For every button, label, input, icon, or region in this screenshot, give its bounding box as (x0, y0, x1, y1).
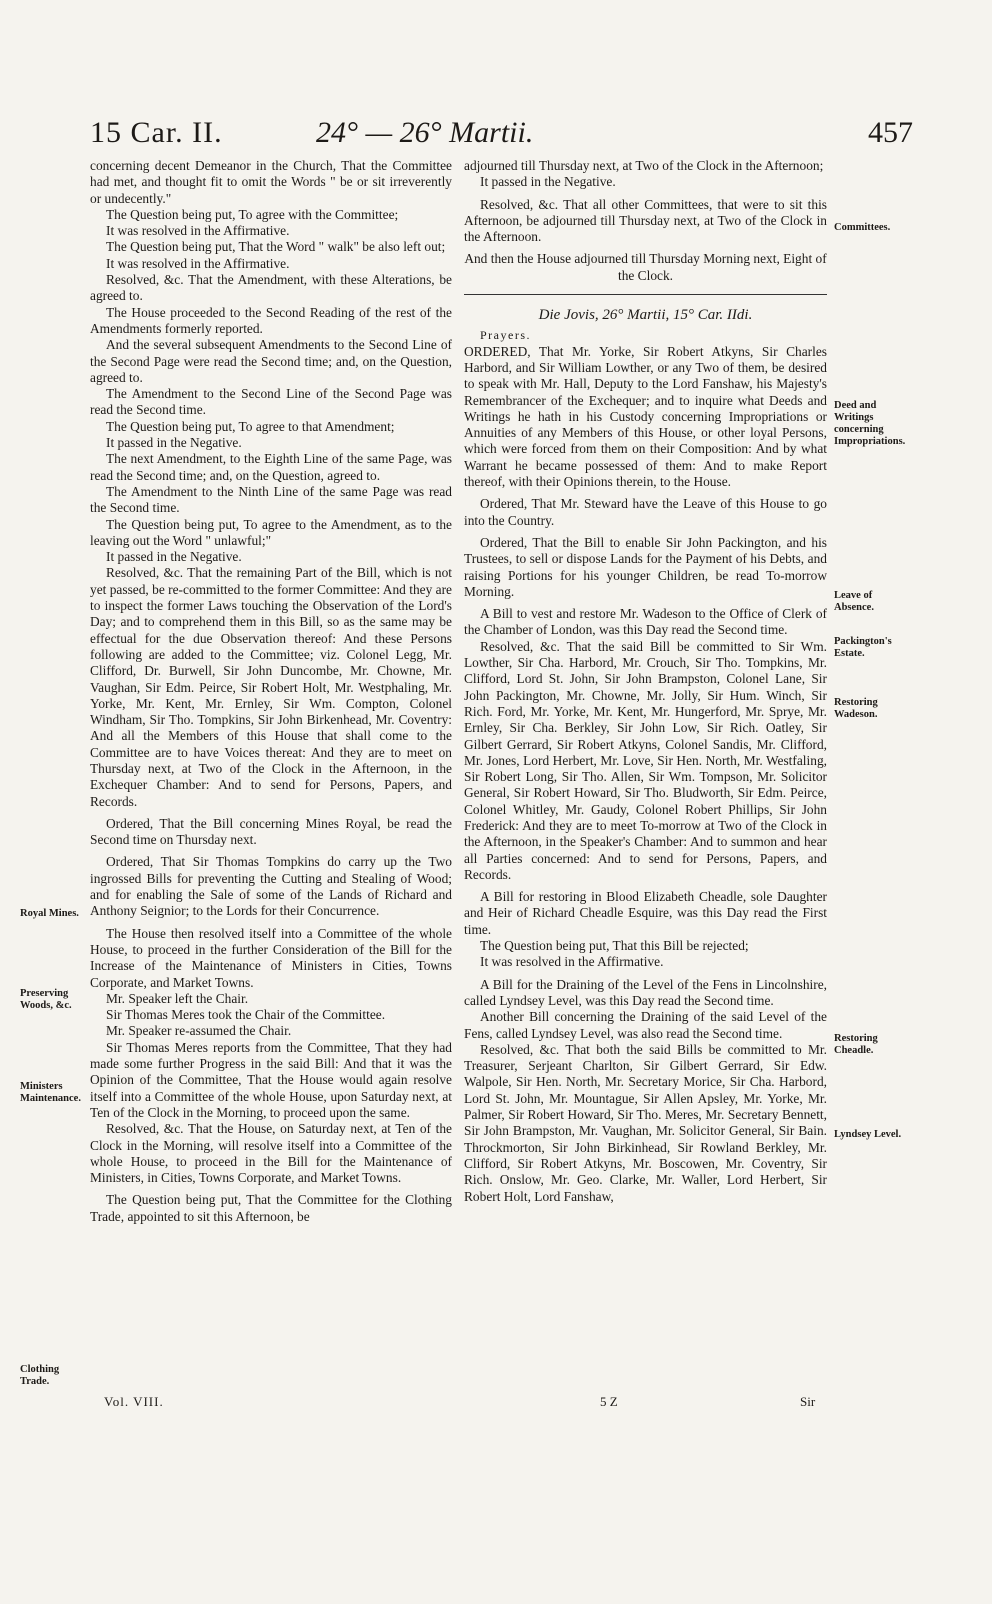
running-head-date: 24° — 26° Martii. (316, 116, 534, 149)
paragraph: Mr. Speaker left the Chair. (106, 990, 249, 1006)
paragraph: concerning decent Demeanor in the Church, That the Committee had met, and thought fit to omit the Words " be or sit irreverently or undecently." (90, 158, 452, 206)
paragraph: A Bill for restoring in Blood Elizabeth Cheadle, sole Daughter and Heir of Richard Cheadle Esquire, was this Day read the First time. (464, 889, 827, 937)
paragraph: Sir Thomas Meres took the Chair of the Committee. (106, 1007, 386, 1023)
paragraph: Ordered, That the Bill to enable Sir John Packington, and his Trustees, to sell or dispose Lands for the Payment of his Debts, and raising Portions for his younger Children, be read To-morrow Morning. (464, 534, 827, 599)
margin-note-clothing-trade: Clothing Trade. (20, 1364, 60, 1387)
paragraph: The House then resolved itself into a Committee of the whole House, to proceed in the further Consideration of the Bill for the Increase of the Maintenance of Ministers in Cities, Towns Corporate, and Market Towns. (90, 925, 452, 990)
paragraph: It passed in the Negative. (106, 435, 242, 451)
left-column (90, 158, 452, 1225)
margin-note-lyndsey-level: Lyndsey Level. (834, 1129, 902, 1140)
paragraph: And the several subsequent Amendments to the Second Line of the Second Page were read the Second time; and, on the Question, agreed to. (90, 337, 452, 385)
paragraph: It passed in the Negative. (480, 174, 616, 190)
paragraph: The House proceeded to the Second Reading of the rest of the Amendments formerly reported. (90, 304, 452, 336)
margin-note-restoring-cheadle: Restoring Cheadle. (834, 1033, 878, 1056)
paragraph: The Amendment to the Second Line of the Second Page was read the Second time. (90, 386, 452, 418)
paragraph: The Question being put, To agree with the Committee; (106, 206, 399, 222)
margin-note-ministers-maintenance: Ministers Maintenance. (20, 1081, 81, 1104)
volume-label: Vol. VIII. (104, 1394, 164, 1409)
paragraph: The Amendment to the Ninth Line of the same Page was read the Second time. (90, 483, 452, 516)
paragraph: It was resolved in the Affirmative. (480, 954, 664, 970)
prayers-heading: Prayers. (480, 328, 531, 343)
paragraph: It passed in the Negative. (106, 549, 242, 565)
margin-note-restoring-wadeson: Restoring Wadeson. (834, 697, 878, 720)
running-head-left: 15 Car. II. (90, 116, 223, 149)
paragraph: adjourned till Thursday next, at Two of the Clock in the Afternoon; (464, 158, 824, 173)
paragraph: Resolved, &c. That all other Committees, that were to sit this Afternoon, be adjourned till Thursday next, at Two of the Clock in the Afternoon. (464, 196, 827, 245)
paragraph: Ordered, That the Bill concerning Mines Royal, be read the Second time on Thursday next. (90, 815, 452, 848)
margin-note-deeds-writings: Deed and Writings concerning Impropriations. (834, 400, 906, 447)
margin-note-packington-estate: Packington's Estate. (834, 636, 892, 659)
paragraph: Another Bill concerning the Draining of the said Level of the Fens, called Lyndsey Level, was also read the Second time. (464, 1009, 827, 1041)
adjournment: And then the House adjourned till Thursday Morning next, Eight of the Clock. (464, 251, 827, 283)
paragraph: Mr. Speaker re-assumed the Chair. (106, 1023, 292, 1039)
margin-note-leave-absence: Leave of Absence. (834, 590, 874, 613)
paragraph: A Bill to vest and restore Mr. Wadeson to the Office of Clerk of the Chamber of London, was this Day read the Second time. (464, 606, 827, 638)
margin-note-committees: Committees. (834, 222, 891, 233)
paragraph: ORDERED, That Mr. Yorke, Sir Robert Atkyns, Sir Charles Harbord, and Sir William Lowther, or any Two of them, be desired to speak with Mr. Hall, Deputy to the Lord Fanshaw, his Majesty's Remembrancer of the Exchequer; and to inquire what Deeds and Writings he hath in his Custody concerning Impropriations or Annuities of any Members of this House, or other loyal Persons, which were forced from them on their Composition: And by what Warrant he became possessed of them: And to make Report thereof, with their Opinions therein, to the House. (464, 343, 827, 490)
page-number: 457 (868, 116, 913, 149)
paragraph: Resolved, &c. That the said Bill be committed to Sir Wm. Lowther, Sir Cha. Harbord, Mr. Crouch, Sir Tho. Tompkins, Mr. Clifford, Lord St. John, Sir John Brampston, Colonel Lane, Sir John Packington, Mr. Chowne, Mr. Jolly, Sir Hum. Winch, Sir Rich. Ford, Mr. Yorke, Mr. Kent, Mr. Hungerford, Mr. Sprye, Mr. Ernley, Sir Cha. Berkley, Sir John Low, Sir Rich. Oatley, Sir Gilbert Gerrard, Sir Robert Atkyns, Colonel Sandis, Mr. Clifford, Mr. Jones, Lord Herbert, Mr. Love, Sir Hen. North, Mr. Westfaling, Sir Robert Long, Sir Tho. Allen, Sir Wm. Tompson, Mr. Solicitor General, Sir Robert Howard, Sir Tho. Bludworth, Sir Edm. Peirce, Colonel Whitley, Mr. Gaudy, Colonel Robert Phillips, Sir John Frederick: And they are to meet To-morrow at Two of the Clock in the Afternoon, in the Speaker's Chamber: And to summon and hear all Parties concerned: And to send for Persons, Papers, and Records. (464, 638, 827, 882)
paragraph: Resolved, &c. That both the said Bills be committed to Mr. Treasurer, Serjeant Charlton, Sir Gilbert Gerrard, Sir Edw. Walpole, Sir Hen. North, Mr. Secretary Morice, Sir Cha. Harbord, Lord St. John, Mr. Mountague, Sir Allen Apsley, Mr. Yorke, Mr. Palmer, Sir Robert Howard, Sir Tho. Meres, Mr. Secretary Bennett, Sir John Brampston, Mr. Vaughan, Mr. Solicitor General, Sir Bain. Throckmorton, Sir John Birkinhead, Sir Rowland Berkley, Mr. Clifford, Sir Robert Atkyns, Mr. Boscowen, Mr. Coventry, Sir Rich. Onslow, Mr. Geo. Clarke, Mr. Waller, Lord Herbert, Sir Robert Holt, Lord Fanshaw, (464, 1041, 827, 1204)
paragraph: The Question being put, To agree to the Amendment, as to the leaving out the Word " unlawful;" (90, 516, 452, 548)
paragraph: The Question being put, That the Word " walk" be also left out; (106, 239, 446, 255)
paragraph: A Bill for the Draining of the Level of the Fens in Lincolnshire, called Lyndsey Level, was this Day read the Second time. (464, 976, 827, 1008)
paragraph: The next Amendment, to the Eighth Line of the same Page, was read the Second time; and, on the Question, agreed to. (90, 451, 452, 483)
paragraph: Sir Thomas Meres reports from the Committee, That they had made some further Progress in the said Bill: And that it was the Opinion of the Committee, That the House would again resolve itself into a Committee of the whole House, upon Saturday next, at Ten of the Clock in the Morning, to proceed upon the same. (90, 1039, 452, 1120)
day-heading: Die Jovis, 26° Martii, 15° Car. IIdi. (538, 307, 753, 324)
paragraph: Ordered, That Sir Thomas Tompkins do carry up the Two ingrossed Bills for preventing the Cutting and Stealing of Wood; and for enabling the Sale of some of the Lands of Richard and Anthony Seignior; to the Lords for their Concurrence. (90, 854, 452, 919)
paragraph: Resolved, &c. That the remaining Part of the Bill, which is not yet passed, be re-committed to the former Committee: And they are to inspect the former Laws touching the Observation of the Lord's Day; and to comprehend them in this Bill, so as the same may be effectual for the due Observation thereof: And these Persons following are added to the Committee; viz. Colonel Legg, Mr. Clifford, Dr. Burwell, Sir John Duncombe, Mr. Chowne, Mr. Vaughan, Sir Edm. Peirce, Sir Robert Holt, Mr. Westphaling, Mr. Yorke, Mr. Kent, Mr. Ernley, Sir Wm. Compton, Colonel Windham, Sir Tho. Tompkins, Sir John Birkenhead, Mr. Coventry: And all the Members of this House that shall come to the Committee are to have Voices thereat: And they are to meet on Thursday next, at Two of the Clock in the Afternoon, in the Exchequer Chamber: And to send for Persons, Papers, and Records. (90, 565, 452, 809)
right-column (464, 158, 827, 1205)
paragraph: It was resolved in the Affirmative. (106, 255, 290, 271)
paragraph: The Question being put, That the Committee for the Clothing Trade, appointed to sit this Afternoon, be (90, 1192, 452, 1224)
paragraph: The Question being put, To agree to that Amendment; (106, 418, 395, 434)
catchword: Sir (800, 1394, 816, 1409)
margin-note-royal-mines: Royal Mines. (20, 908, 79, 919)
section-divider (464, 294, 827, 295)
paragraph: Ordered, That Mr. Steward have the Leave of this House to go into the Country. (464, 496, 827, 528)
signature-mark: 5 Z (600, 1394, 618, 1409)
paragraph: The Question being put, That this Bill be rejected; (480, 938, 749, 954)
paragraph: Resolved, &c. That the House, on Saturday next, at Ten of the Clock in the Morning, will resolve itself into a Committee of the whole House, to proceed in the Bill for the Maintenance of Ministers, in Cities, Towns Corporate, and Market Towns. (90, 1121, 452, 1186)
paragraph: Resolved, &c. That the Amendment, with these Alterations, be agreed to. (90, 272, 452, 304)
margin-note-preserving-woods: Preserving Woods, &c. (20, 988, 72, 1011)
paragraph: It was resolved in the Affirmative. (106, 223, 290, 239)
